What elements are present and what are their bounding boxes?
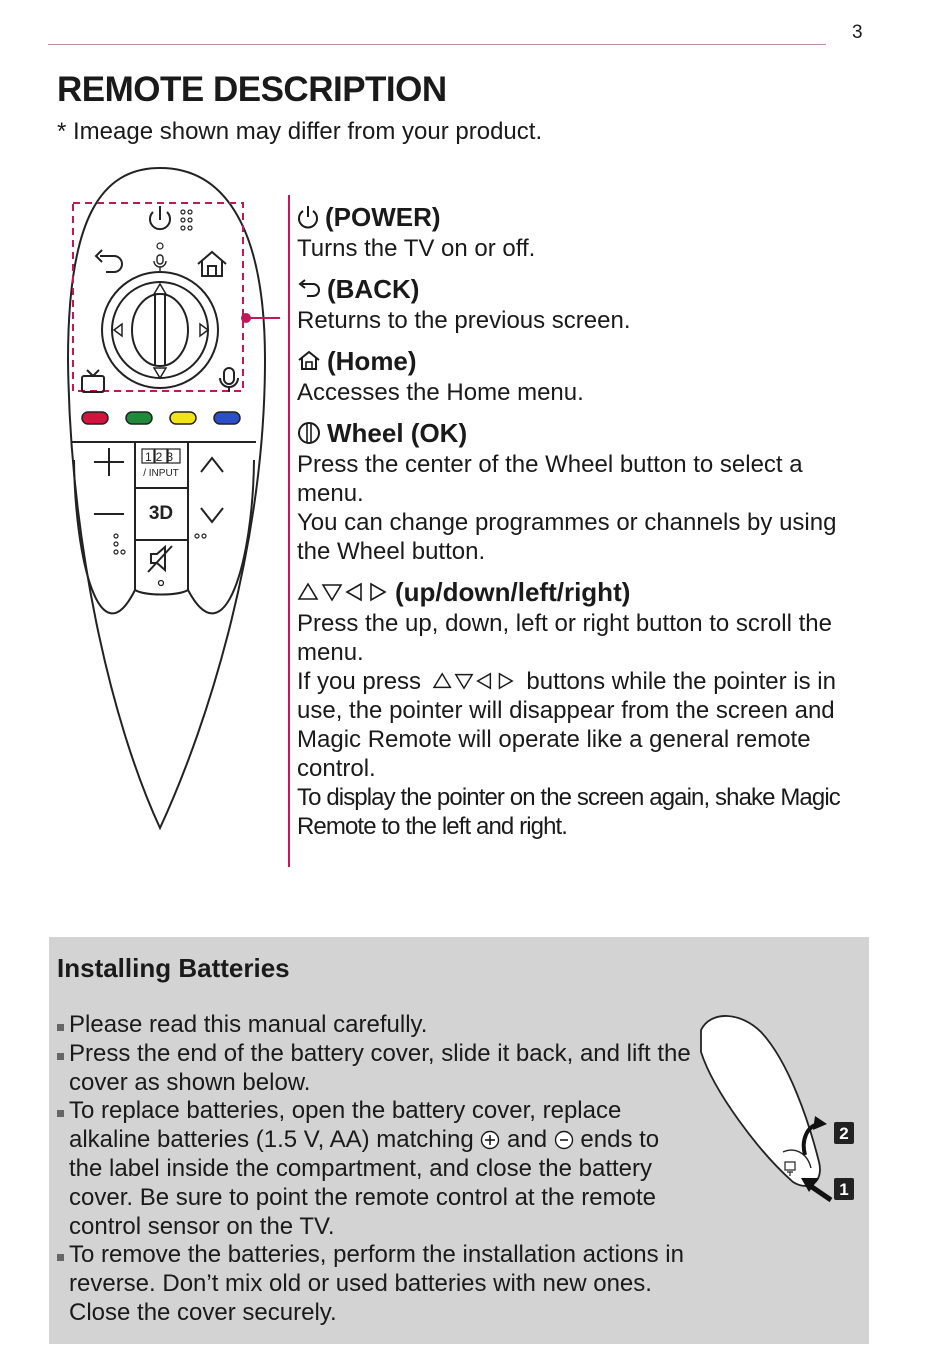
channel-buttons	[201, 458, 223, 522]
back-text: Returns to the previous screen.	[297, 307, 631, 334]
remote-power-icon	[150, 206, 170, 229]
back-heading	[297, 272, 857, 306]
description-column	[297, 200, 857, 841]
back-heading-label: (BACK)	[327, 274, 420, 304]
power-heading	[297, 200, 857, 234]
list-item: Please read this manual carefully.	[57, 1011, 697, 1040]
yellow-button	[170, 412, 196, 424]
home-text: Accesses the Home menu.	[297, 379, 584, 406]
remote-back-icon	[96, 250, 122, 272]
plus-terminal-icon	[480, 1130, 500, 1150]
red-button	[82, 412, 108, 424]
wheel-description	[297, 416, 857, 566]
inline-arrows-icon	[430, 671, 518, 691]
wheel-text-2: You can change programmes or channels by using the Wheel button.	[297, 509, 837, 565]
green-button	[126, 412, 152, 424]
blue-button	[214, 412, 240, 424]
power-heading-label: (POWER)	[325, 202, 441, 232]
arrows-heading	[297, 575, 857, 609]
arrows-text-1: Press the up, down, left or right button to scroll the menu.	[297, 610, 832, 666]
list-item	[57, 1097, 697, 1241]
installing-batteries-box	[49, 937, 869, 1344]
list-item-mid: and	[507, 1126, 548, 1154]
batteries-list	[57, 1011, 697, 1328]
power-description	[297, 200, 857, 263]
list-item: To remove the batteries, perform the installation actions in reverse. Don’t mix old or used batteries with new ones. Close the cover securely.	[57, 1241, 697, 1327]
remote-num-label: 123	[144, 450, 178, 464]
minus-terminal-icon	[554, 1130, 574, 1150]
number-input-button	[142, 449, 180, 479]
wheel-heading-label: Wheel (OK)	[327, 418, 468, 448]
remote-home-icon	[198, 252, 226, 276]
remote-illustration	[60, 160, 280, 840]
battery-cover-illustration	[689, 1012, 864, 1212]
volume-buttons	[94, 448, 124, 514]
remote-mute-icon	[148, 546, 172, 586]
wheel-icon	[297, 421, 321, 445]
step-2-label: 2	[839, 1124, 849, 1143]
list-item-before: To replace batteries, open the battery cover, replace alkaline batteries (1.5 V, AA) matching	[69, 1097, 622, 1154]
power-icon	[297, 205, 319, 229]
batteries-title: Installing Batteries	[57, 953, 290, 983]
arrows-description	[297, 575, 857, 841]
back-description	[297, 272, 857, 335]
remote-input-label: / INPUT	[143, 468, 179, 479]
arrows-text-3: To display the pointer on the screen again, shake Magic Remote to the left and right.	[297, 784, 840, 840]
home-heading-label: (Home)	[327, 346, 417, 376]
remote-3d-label: 3D	[148, 503, 174, 524]
remote-mic-icon	[220, 368, 238, 392]
arrows-text-2-before: If you press	[297, 668, 422, 695]
list-item-after: ends to the label inside the compartment, and close the battery cover. Be sure to point the remote control at the remote control sensor on the TV.	[69, 1126, 660, 1240]
list-item: Press the end of the battery cover, slide it back, and lift the cover as shown below.	[57, 1040, 697, 1098]
home-heading	[297, 344, 857, 378]
back-icon	[297, 278, 321, 300]
arrows-text-2	[297, 667, 857, 783]
arrows-heading-label: (up/down/left/right)	[395, 577, 631, 607]
step-1-label: 1	[839, 1180, 849, 1199]
remote-tv-icon	[82, 370, 104, 392]
wheel-heading	[297, 416, 857, 450]
page-number: 3	[852, 22, 863, 43]
top-rule	[48, 44, 826, 45]
wheel-text-1: Press the center of the Wheel button to select a menu.	[297, 451, 803, 507]
power-text: Turns the TV on or off.	[297, 235, 536, 262]
home-description	[297, 344, 857, 407]
arrows-text-2-after: buttons while the pointer is in use, the pointer will disappear from the screen and Magic Remote will operate like a general remote control.	[297, 668, 836, 782]
page-note: * Imeage shown may differ from your product.	[57, 118, 543, 145]
home-icon	[297, 350, 321, 372]
arrows-icon	[297, 581, 389, 603]
callout-line	[288, 195, 290, 867]
page-title: REMOTE DESCRIPTION	[57, 70, 447, 109]
